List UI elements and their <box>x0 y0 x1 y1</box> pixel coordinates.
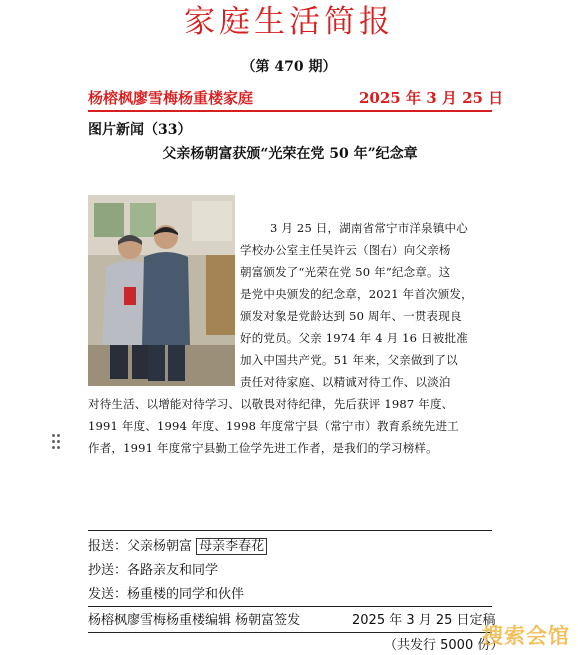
copies-count: （共发行 5000 份） <box>384 638 504 653</box>
article-line: 1991 年度、1994 年度、1998 年度常宁县（常宁市）教育系统先进工 <box>88 419 459 433</box>
article-line: 学校办公室主任吴许云（图右）向父亲杨 <box>240 243 451 257</box>
article-line: 加入中国共产党。51 年来，父亲做到了以 <box>240 353 458 367</box>
editors-line: 杨榕枫廖雪梅杨重楼编辑 杨朝富签发 <box>88 613 301 628</box>
cc-line: 抄送：各路亲友和同学 <box>88 563 219 578</box>
section-title: 图片新闻（33） <box>88 122 192 138</box>
news-photo <box>88 195 235 386</box>
footer-divider <box>88 530 492 531</box>
final-date: 2025 年 3 月 25 日定稿 <box>352 613 496 628</box>
report-boxed-name: 母亲李春花 <box>196 538 267 555</box>
article-line: 是党中央颁发的纪念章，2021 年首次颁发， <box>240 287 473 301</box>
publish-date: 2025 年 3 月 25 日 <box>359 89 504 107</box>
watermark-logo: 搜索会馆 <box>482 624 570 648</box>
red-divider <box>88 110 492 112</box>
article-line: 3 月 25 日，湖南省常宁市洋泉镇中心 <box>270 221 468 235</box>
send-line: 发送：杨重楼的同学和伙伴 <box>88 587 245 602</box>
article-line: 对待生活、以增能对待学习、以敬畏对待纪律，先后获评 1987 年度、 <box>88 397 454 411</box>
drag-handle-icon[interactable] <box>52 434 62 450</box>
article-headline: 父亲杨朝富获颁“光荣在党 50 年”纪念章 <box>162 146 418 162</box>
newsletter-title: 家庭生活简报 <box>184 4 394 39</box>
article-line: 朝富颁发了“光荣在党 50 年”纪念章。这 <box>240 265 451 279</box>
issue-number: （第 470 期） <box>241 59 337 75</box>
report-label: 报送：父亲杨朝富 <box>88 539 193 554</box>
footer-divider <box>88 632 492 633</box>
footer-divider <box>88 606 492 607</box>
publisher-name: 杨榕枫廖雪梅杨重楼家庭 <box>88 89 254 107</box>
article-line: 好的党员。父亲 1974 年 4 月 16 日被批准 <box>240 331 468 345</box>
report-line <box>88 538 267 556</box>
article-line: 责任对待家庭、以精诚对待工作、以淡泊 <box>240 375 451 389</box>
article-line: 颁发对象是党龄达到 50 周年、一贯表现良 <box>240 309 462 323</box>
article-line: 作者，1991 年度常宁县勤工俭学先进工作者，是我们的学习榜样。 <box>88 441 438 455</box>
